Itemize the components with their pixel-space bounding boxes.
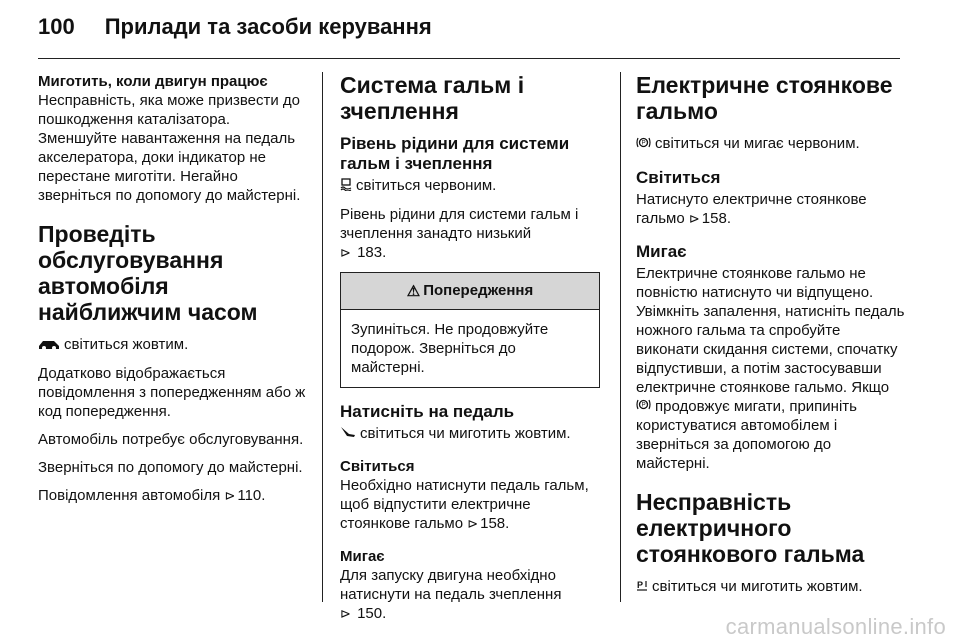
pedal-icon [340, 424, 356, 443]
subsection-title: Мигає [636, 241, 687, 261]
paragraph: світиться чи миготить жовтим. [340, 424, 604, 444]
paragraph: Натиснуто електричне стоянкове гальмо ⊳ 158. [636, 190, 867, 227]
page-header [38, 14, 432, 54]
warning-header: ⚠ Попередження [341, 273, 599, 310]
page-ref-arrow-icon: ⊳ [224, 487, 236, 503]
page-ref-link[interactable]: 183. [357, 243, 387, 261]
subheading: Світиться [340, 458, 415, 476]
svg-text:P: P [641, 140, 646, 147]
paragraph: Несправність, яка може призвести до пошкодження каталізатора. Зменшуйте навантаження на педаль акселератора, доки індикатор не перестане миготіти. Негайно зверніться по допомогу до майстерні. [38, 92, 301, 204]
subsection-title: Світиться [636, 167, 721, 187]
warning-body: Зупиніться. Не продовжуйте подорож. Зверніться до майстерні. [351, 320, 549, 376]
subheading: Мигає [340, 548, 385, 566]
section-title: Система гальм і зчеплення [340, 72, 525, 124]
column-3 [636, 72, 906, 606]
brake-fluid-icon [340, 177, 352, 196]
page-ref-arrow-icon: ⊳ [688, 210, 700, 226]
svg-text:P: P [641, 402, 646, 409]
column-2 [340, 72, 604, 632]
page-ref-arrow-icon: ⊳ [340, 606, 351, 622]
paragraph: P світиться чи мигає червоним. [636, 134, 906, 154]
paragraph: Повідомлення автомобіля ⊳ 110. [38, 486, 266, 504]
page-title: Прилади та засоби керування [104, 14, 432, 39]
paragraph: світиться червоним. [340, 176, 604, 196]
watermark: carmanualsonline.info [725, 614, 946, 639]
paragraph: Необхідно натиснути педаль гальм, щоб відпустити електричне стоянкове гальмо ⊳ 158. [340, 477, 589, 533]
section-title: Проведіть обслуговування автомобіля найближчим часом [38, 221, 258, 325]
column-divider [322, 72, 323, 602]
paragraph: Рівень рідини для системи гальм і зчеплення занадто низький ⊳ 183. [340, 205, 579, 261]
page-ref-arrow-icon: ⊳ [467, 516, 479, 532]
column-1 [38, 72, 308, 514]
paragraph: Автомобіль потребує обслуговування. [38, 430, 304, 448]
parking-brake-icon [636, 397, 651, 416]
paragraph: P світиться чи миготить жовтим. [637, 578, 863, 596]
paragraph: світиться жовтим. [38, 335, 308, 355]
warning-box [340, 272, 600, 388]
page-number: 100 [38, 14, 75, 39]
section-heading: Миготить, коли двигун працює [38, 73, 268, 90]
column-divider [620, 72, 621, 602]
page-ref-link[interactable]: 158. [480, 515, 510, 533]
section-title: Електричне стоянкове гальмо [636, 72, 893, 124]
header-divider [38, 58, 900, 59]
subsection-title: Рівень рідини для системи гальм і зчеплення [340, 134, 570, 173]
section-title: Несправність електричного стоянкового гальма [636, 489, 865, 568]
warning-triangle-icon: ⚠ [406, 282, 421, 300]
page-ref-link[interactable]: 150. [357, 605, 387, 623]
page-ref-arrow-icon: ⊳ [340, 244, 351, 260]
page-ref-link[interactable]: 110. [237, 486, 266, 504]
parking-brake-fault-icon [636, 578, 648, 597]
parking-brake-icon [636, 135, 651, 154]
paragraph: Для запуску двигуна необхідно натиснути на педаль зчеплення ⊳ 150. [340, 567, 562, 623]
paragraph: Додатково відображається повідомлення з попередженням або ж код попередження. [38, 364, 306, 420]
page-ref-link[interactable]: 158. [701, 209, 731, 227]
wrench-car-icon [38, 336, 60, 355]
svg-text:P: P [637, 579, 644, 590]
paragraph: Електричне стоянкове гальмо не повністю натиснуто чи відпущено. Увімкніть запалення, натисніть педаль ножного гальма та спробуйте виконати скидання системи, спочатку відпустивши, а потім застосувавши електричне стоянкове гальмо. Якщо P продовжує мигати, припиніть користуватися автомобілем і зверніться за допомогою до майстерні. [636, 264, 905, 473]
subsection-title: Натисніть на педаль [340, 401, 515, 421]
paragraph: Зверніться по допомогу до майстерні. [38, 458, 303, 476]
